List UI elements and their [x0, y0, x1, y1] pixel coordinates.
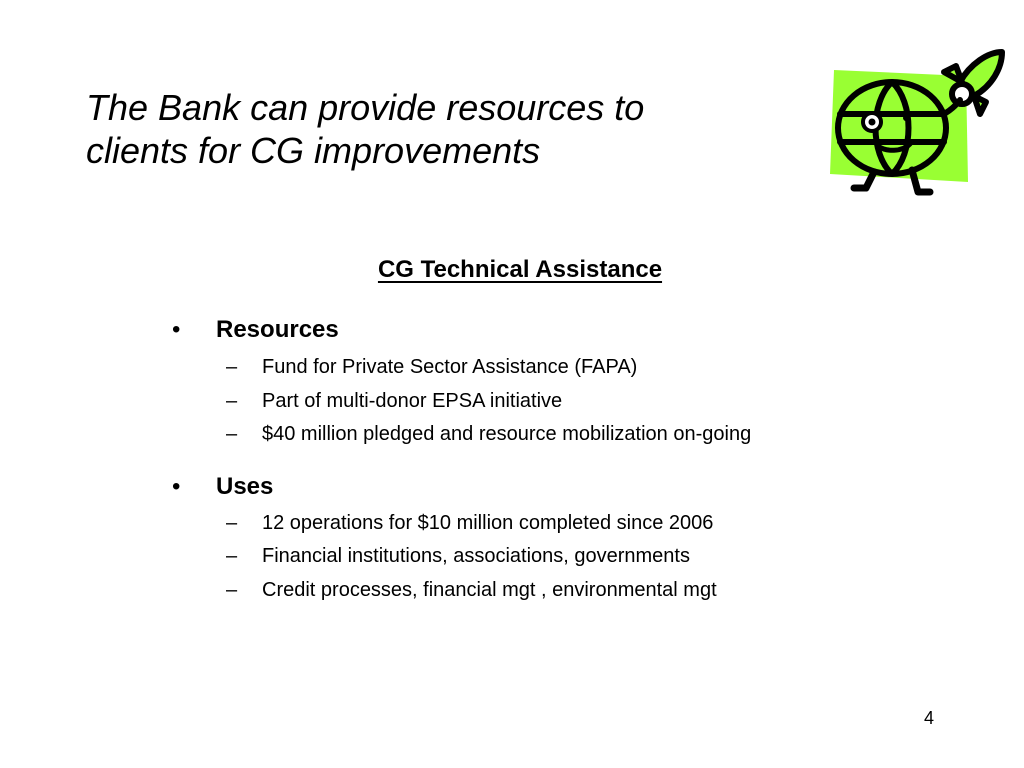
section-heading: CG Technical Assistance [377, 256, 663, 283]
bullet-resources [172, 316, 339, 344]
bullet-label: Resources [216, 316, 339, 343]
page-number: 4 [924, 708, 935, 728]
sub-item [226, 390, 562, 413]
sub-item-text: Fund for Private Sector Assistance (FAPA) [262, 356, 638, 378]
sub-item [226, 512, 713, 535]
slide-title [86, 86, 766, 172]
slide-title-line-2: clients for CG improvements [86, 130, 541, 171]
sub-item-text: Credit processes, financial mgt , environmental mgt [262, 579, 717, 601]
slide-title-line-1: The Bank can provide resources to [86, 87, 645, 128]
dash-glyph: – [226, 512, 238, 534]
sub-item-text: Financial institutions, associations, governments [262, 545, 690, 567]
sub-item [226, 579, 717, 602]
dash-glyph: – [226, 356, 238, 378]
bullet-glyph: • [172, 316, 181, 343]
dash-glyph: – [226, 545, 238, 567]
dash-glyph: – [226, 579, 238, 601]
dash-glyph: – [226, 423, 238, 445]
sub-item [226, 545, 690, 568]
bullet-label: Uses [216, 473, 274, 500]
bullet-uses [172, 473, 273, 501]
sub-item-text: Part of multi-donor EPSA initiative [262, 390, 563, 412]
globe-rocket-character-icon [820, 42, 1010, 202]
bullet-glyph: • [172, 473, 181, 500]
sub-item-text: $40 million pledged and resource mobilization on-going [262, 423, 752, 445]
sub-item [226, 356, 637, 379]
sub-item [226, 423, 751, 446]
sub-item-text: 12 operations for $10 million completed since 2006 [262, 512, 714, 534]
dash-glyph: – [226, 390, 238, 412]
